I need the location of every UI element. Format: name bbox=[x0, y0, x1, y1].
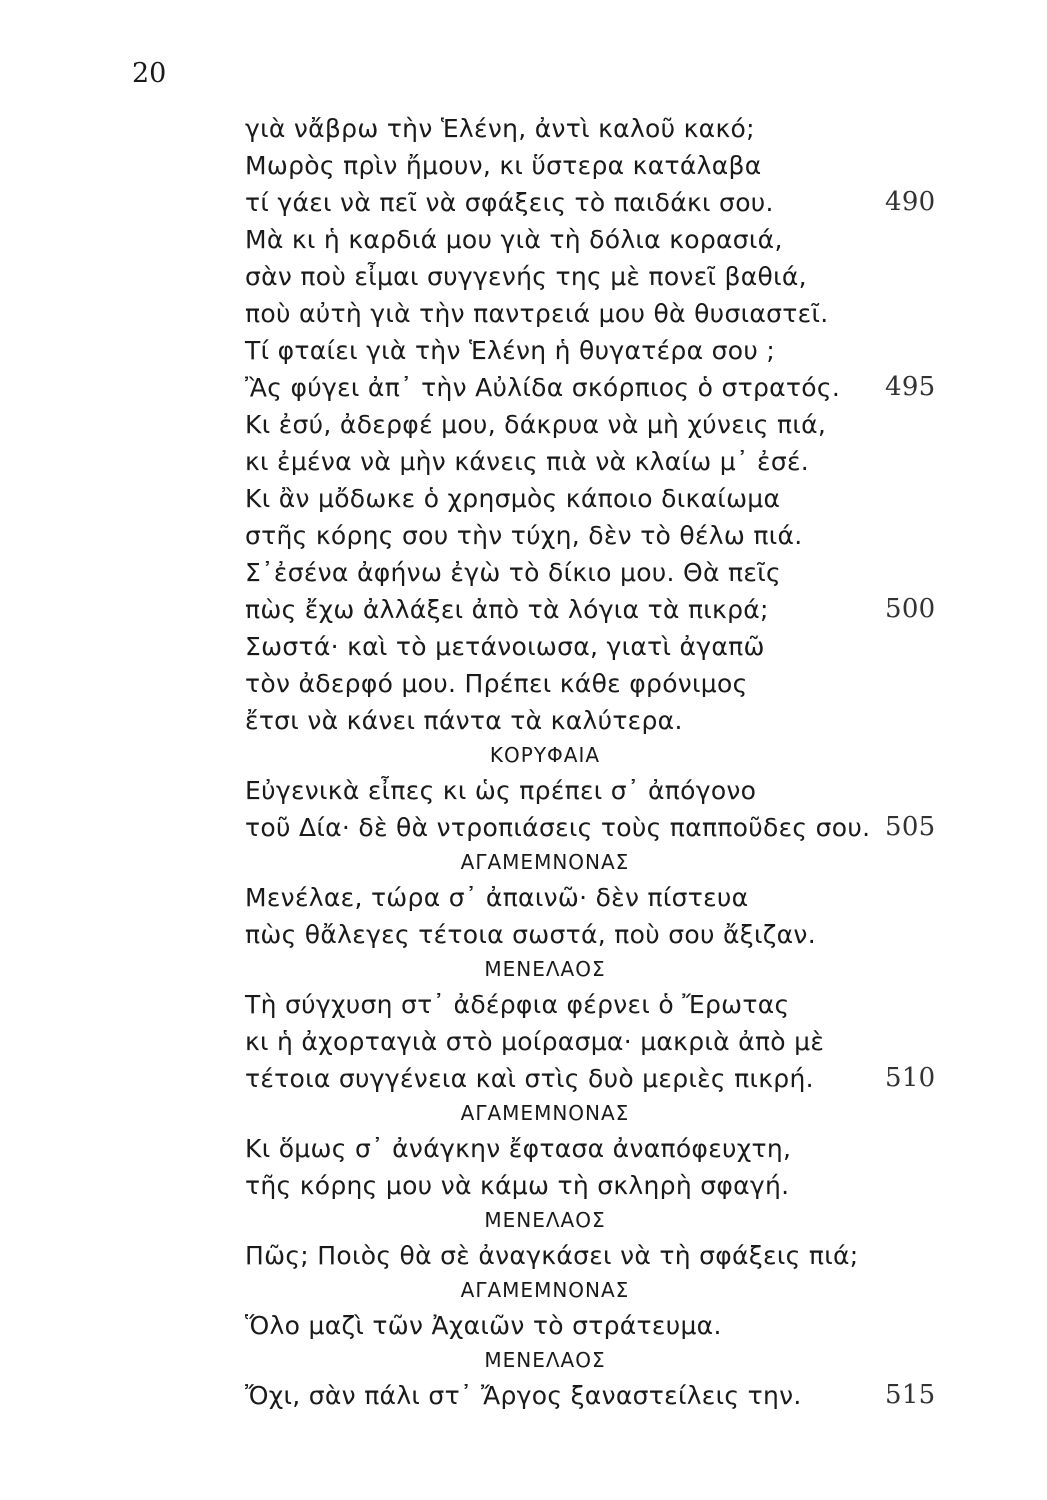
verse-text: Ὄχι, σὰν πάλι στ᾽ Ἄργος ξαναστείλεις την. bbox=[245, 1381, 802, 1410]
verse-text: ποὺ αὐτὴ γιὰ τὴν παντρειά μου θὰ θυσιαστεῖ. bbox=[245, 299, 829, 328]
verse-text: πὼς ἔχω ἀλλάξει ἀπὸ τὰ λόγια τὰ πικρά; bbox=[245, 595, 769, 624]
verse-line bbox=[245, 221, 945, 258]
speaker-name: ΑΓΑΜΕΜΝΟΝΑΣ bbox=[460, 1101, 630, 1125]
speaker-heading bbox=[245, 1097, 845, 1130]
verse-text: Πῶς; Ποιὸς θὰ σὲ ἀναγκάσει νὰ τὴ σφάξεις πιά; bbox=[245, 1241, 859, 1270]
line-number: 510 bbox=[885, 1063, 936, 1093]
line-number: 495 bbox=[885, 372, 936, 402]
verse-line bbox=[245, 332, 945, 369]
verse-text: τέτοια συγγένεια καὶ στὶς δυὸ μεριὲς πικρή. bbox=[245, 1064, 814, 1093]
line-number: 490 bbox=[885, 187, 936, 217]
line-number: 500 bbox=[885, 594, 936, 624]
verse-text: πὼς θἄλεγες τέτοια σωστά, ποὺ σου ἄξιζαν. bbox=[245, 920, 816, 949]
verse-line bbox=[245, 591, 945, 628]
verse-line bbox=[245, 1307, 945, 1344]
verse-line bbox=[245, 184, 945, 221]
verse-text: σὰν ποὺ εἶμαι συγγενής της μὲ πονεῖ βαθιά, bbox=[245, 262, 807, 291]
verse-text: Σωστά· καὶ τὸ μετάνοιωσα, γιατὶ ἀγαπῶ bbox=[245, 632, 765, 661]
speaker-heading bbox=[245, 1274, 845, 1307]
verse-line bbox=[245, 554, 945, 591]
verse-line bbox=[245, 1237, 945, 1274]
verse-text: στῆς κόρης σου τὴν τύχη, δὲν τὸ θέλω πιά. bbox=[245, 521, 803, 550]
verse-line bbox=[245, 517, 945, 554]
verse-text: Ὅλο μαζὶ τῶν Ἀχαιῶν τὸ στράτευμα. bbox=[245, 1311, 722, 1340]
verse-text: τῆς κόρης μου νὰ κάμω τὴ σκληρὴ σφαγή. bbox=[245, 1171, 790, 1200]
speaker-heading bbox=[245, 739, 845, 772]
verse-text: κι ἡ ἀχορταγιὰ στὸ μοίρασμα· μακριὰ ἀπὸ μὲ bbox=[245, 1027, 825, 1056]
verse-text: ἔτσι νὰ κάνει πάντα τὰ καλύτερα. bbox=[245, 706, 683, 735]
verse-text: τοῦ Δία· δὲ θὰ ντροπιάσεις τοὺς παπποῦδες σου. bbox=[245, 813, 871, 842]
verse-text: Κι ἐσύ, ἀδερφέ μου, δάκρυα νὰ μὴ χύνεις πιά, bbox=[245, 410, 827, 439]
speaker-name: ΑΓΑΜΕΜΝΟΝΑΣ bbox=[460, 850, 630, 874]
verse-text: Ἂς φύγει ἀπ᾽ τὴν Αὐλίδα σκόρπιος ὁ στρατός. bbox=[245, 373, 841, 402]
speaker-name: ΜΕΝΕΛΑΟΣ bbox=[484, 1348, 606, 1372]
speaker-name: ΜΕΝΕΛΑΟΣ bbox=[484, 1208, 606, 1232]
line-number: 505 bbox=[885, 812, 936, 842]
speaker-heading bbox=[245, 1344, 845, 1377]
page-number: 20 bbox=[132, 58, 167, 89]
verse-line bbox=[245, 772, 945, 809]
verse-text: τὸν ἀδερφό μου. Πρέπει κάθε φρόνιμος bbox=[245, 669, 748, 698]
verse-line bbox=[245, 443, 945, 480]
verse-line bbox=[245, 1130, 945, 1167]
verse-text: Μὰ κι ἡ καρδιά μου γιὰ τὴ δόλια κορασιά, bbox=[245, 225, 783, 254]
verse-line bbox=[245, 1377, 945, 1414]
speaker-heading bbox=[245, 953, 845, 986]
speaker-name: ΜΕΝΕΛΑΟΣ bbox=[484, 957, 606, 981]
verse-text: Κι ὅμως σ᾽ ἀνάγκην ἔφτασα ἀναπόφευχτη, bbox=[245, 1134, 792, 1163]
verse-line bbox=[245, 1060, 945, 1097]
verse-text: Τί φταίει γιὰ τὴν Ἑλένη ἡ θυγατέρα σου ; bbox=[245, 336, 776, 365]
speaker-name: ΑΓΑΜΕΜΝΟΝΑΣ bbox=[460, 1278, 630, 1302]
verse-text: τί γάει νὰ πεῖ νὰ σφάξεις τὸ παιδάκι σου. bbox=[245, 188, 774, 217]
verse-line bbox=[245, 295, 945, 332]
verse-line bbox=[245, 986, 945, 1023]
verse-text: Κι ἂν μὄδωκε ὁ χρησμὸς κάποιο δικαίωμα bbox=[245, 484, 781, 513]
verse-text: κι ἐμένα νὰ μὴν κάνεις πιὰ νὰ κλαίω μ᾽ ἐσέ. bbox=[245, 447, 810, 476]
speaker-heading bbox=[245, 1204, 845, 1237]
speaker-heading bbox=[245, 846, 845, 879]
verse-line bbox=[245, 809, 945, 846]
speaker-name: ΚΟΡΥΦΑΙΑ bbox=[489, 743, 601, 767]
verse-line bbox=[245, 480, 945, 517]
verse-line bbox=[245, 406, 945, 443]
verse-text-block bbox=[245, 110, 945, 1414]
verse-line bbox=[245, 369, 945, 406]
verse-line bbox=[245, 258, 945, 295]
line-number: 515 bbox=[885, 1380, 936, 1410]
verse-line bbox=[245, 916, 945, 953]
verse-text: Μενέλαε, τώρα σ᾽ ἀπαινῶ· δὲν πίστευα bbox=[245, 883, 749, 912]
verse-text: Μωρὸς πρὶν ἤμουν, κι ὕστερα κατάλαβα bbox=[245, 151, 762, 180]
verse-line bbox=[245, 702, 945, 739]
verse-line bbox=[245, 879, 945, 916]
verse-text: γιὰ νἄβρω τὴν Ἑλένη, ἀντὶ καλοῦ κακό; bbox=[245, 114, 755, 143]
verse-line bbox=[245, 110, 945, 147]
verse-line bbox=[245, 1023, 945, 1060]
verse-text: Εὐγενικὰ εἶπες κι ὡς πρέπει σ᾽ ἀπόγονο bbox=[245, 776, 757, 805]
verse-text: Σ᾽ἐσένα ἀφήνω ἐγὼ τὸ δίκιο μου. Θὰ πεῖς bbox=[245, 558, 781, 587]
verse-line bbox=[245, 665, 945, 702]
verse-text: Τὴ σύγχυση στ᾽ ἀδέρφια φέρνει ὁ Ἔρωτας bbox=[245, 990, 790, 1019]
verse-line bbox=[245, 628, 945, 665]
verse-line bbox=[245, 1167, 945, 1204]
verse-line bbox=[245, 147, 945, 184]
